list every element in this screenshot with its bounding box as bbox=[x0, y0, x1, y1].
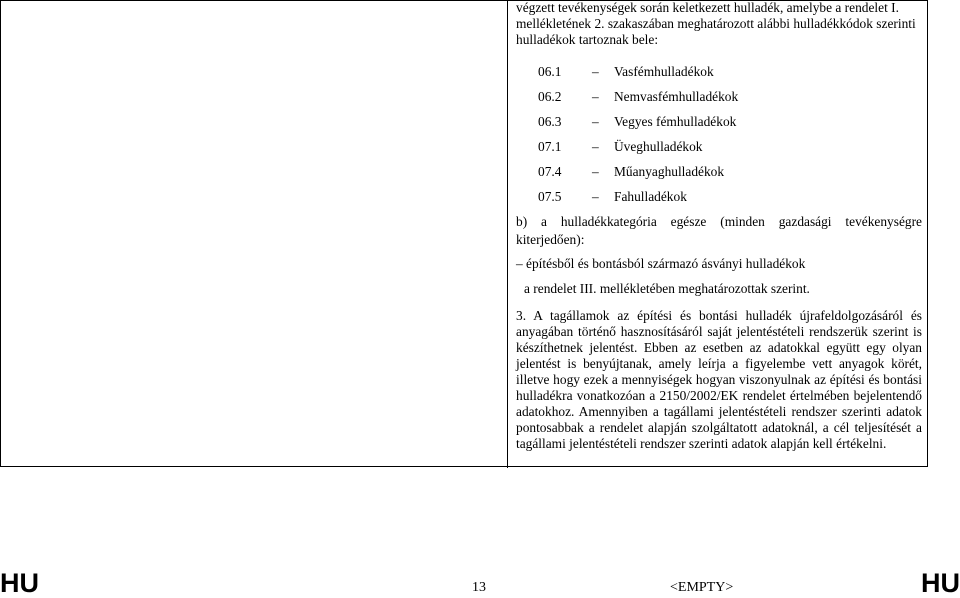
waste-code: 07.4 bbox=[538, 164, 562, 179]
construction-waste-item: – építésből és bontásból származó ásványi hulladékok bbox=[516, 256, 806, 271]
waste-label: Műanyaghulladékok bbox=[614, 164, 725, 179]
right-column-cell bbox=[516, 0, 922, 452]
paragraph-3: 3. A tagállamok az építési és bontási hulladék újrafeldolgozásáról és anyagában történő hasznosításáról saját jelentéstételi rendszerük szerint is készíthetnek jelentést. Ebben az esetben az adatokkal együtt egy olyan jelentést is benyújtanak, amely leírja a figyelembe vett anyagok körét, illetve hogy ezek a mennyiségek hogyan viszonyulnak az építési és bontási hulladékra vonatkozóan a 2150/2002/EK rendelet értelmében bejelentendő adatokhoz. Amennyiben a tagállami jelentéstételi rendszer szerinti adatok pontosabbak a rendelet alapján szolgáltatott adatoknál, a cél teljesítését a tagállami jelentéstételi rendszer szerinti adatok alapján kell értékelni. bbox=[516, 308, 922, 452]
footer-language-right: HU bbox=[921, 568, 960, 598]
waste-code: 06.2 bbox=[538, 89, 562, 104]
intro-line: végzett tevékenységek során keletkezett hulladék, amelybe a rendelet I. bbox=[516, 0, 899, 15]
footer-language-left: HU bbox=[0, 568, 39, 598]
column-divider bbox=[507, 1, 508, 468]
empty-tag: <EMPTY> bbox=[670, 580, 734, 595]
dash: – bbox=[592, 139, 599, 154]
waste-label: Fahulladékok bbox=[614, 189, 687, 204]
annex-reference: a rendelet III. mellékletében meghatározottak szerint. bbox=[524, 281, 810, 296]
waste-code: 06.1 bbox=[538, 64, 562, 79]
intro-line: mellékletének 2. szakaszában meghatározott alábbi hulladékkódok szerinti bbox=[516, 16, 916, 31]
waste-label: Nemvasfémhulladékok bbox=[614, 89, 739, 104]
dash: – bbox=[592, 89, 599, 104]
dash: – bbox=[592, 164, 599, 179]
waste-code: 07.1 bbox=[538, 139, 562, 154]
waste-label: Üveghulladékok bbox=[614, 139, 703, 154]
dash: – bbox=[592, 189, 599, 204]
paragraph-b: b) a hulladékkategória egésze (minden gazdasági tevékenységre bbox=[516, 214, 922, 229]
dash: – bbox=[592, 114, 599, 129]
dash: – bbox=[592, 64, 599, 79]
waste-code: 07.5 bbox=[538, 189, 562, 204]
intro-line: hulladékok tartoznak bele: bbox=[516, 32, 659, 47]
waste-label: Vasfémhulladékok bbox=[614, 64, 714, 79]
waste-label: Vegyes fémhulladékok bbox=[614, 114, 737, 129]
page-number: 13 bbox=[472, 580, 486, 595]
waste-code: 06.3 bbox=[538, 114, 562, 129]
paragraph-b-continued: kiterjedően): bbox=[516, 232, 585, 247]
